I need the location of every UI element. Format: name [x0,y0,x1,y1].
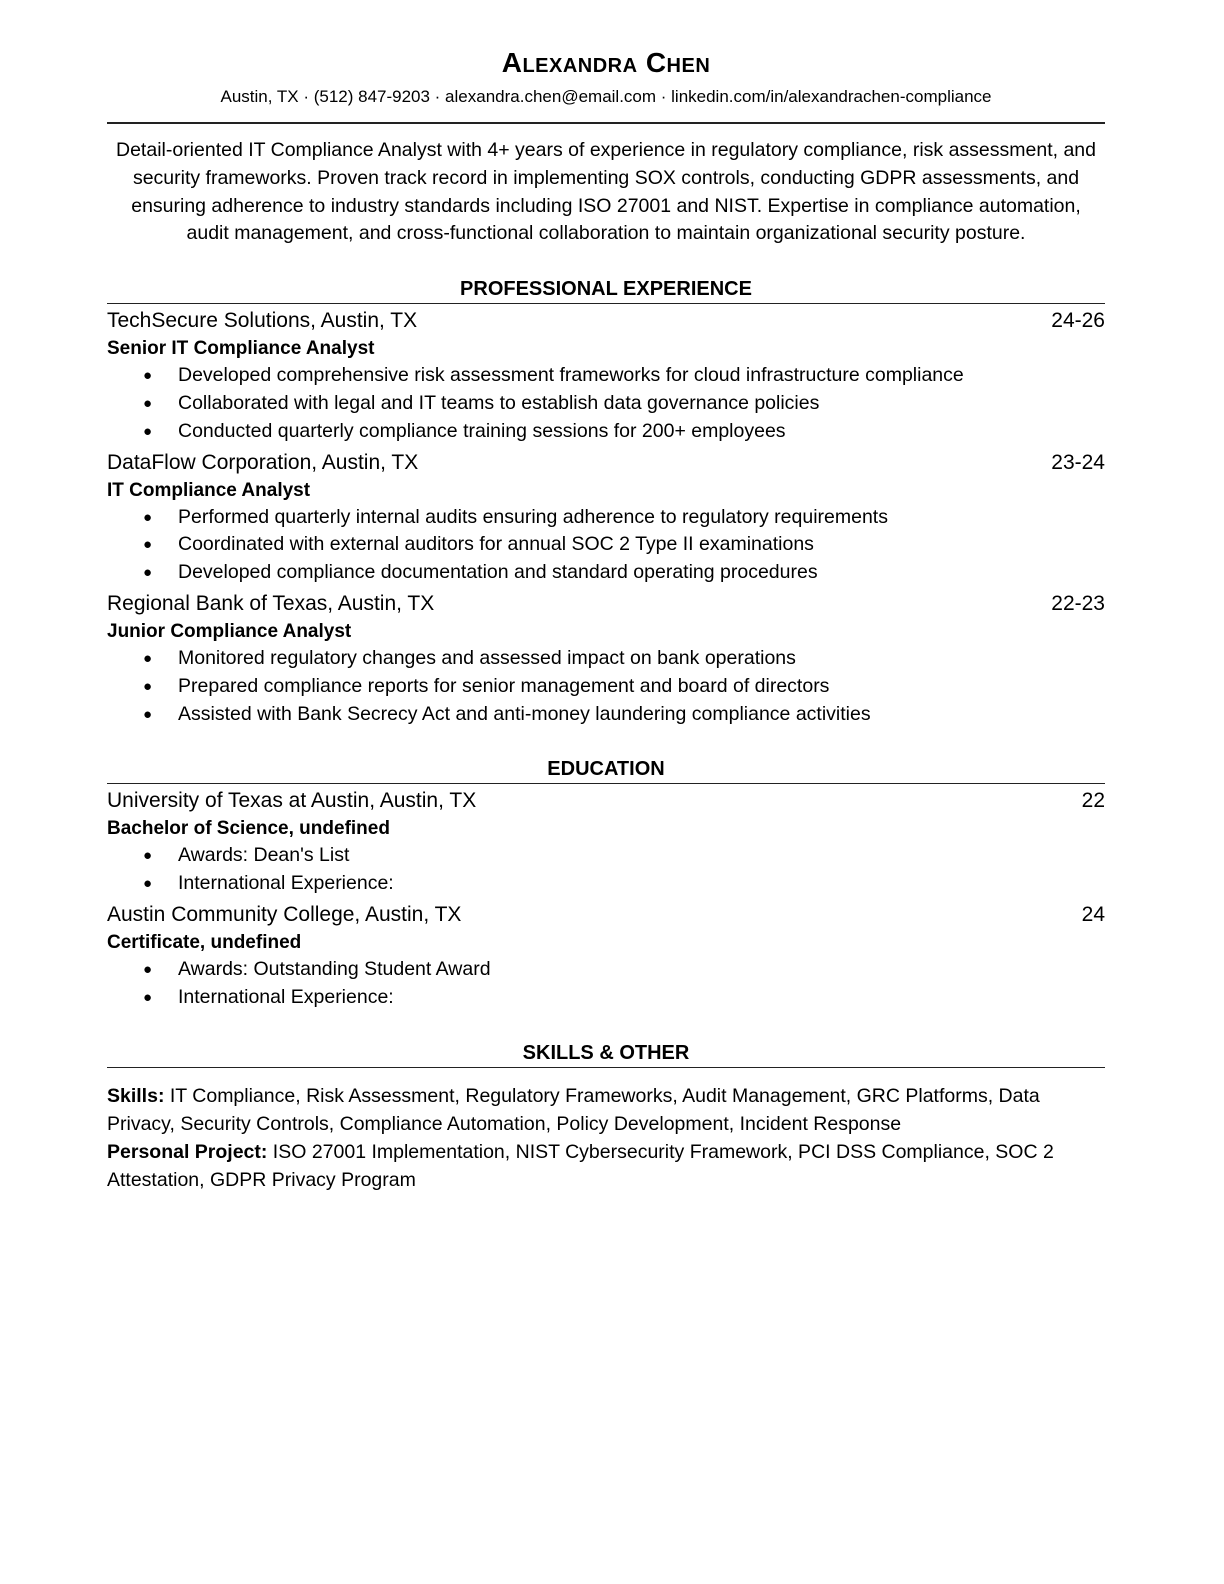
date-range: 23-24 [1051,450,1105,474]
bullet-icon: ● [143,564,153,582]
entry-header [107,786,1105,816]
bullet-list [107,842,1105,898]
education-section [107,756,1105,1011]
bullet-list [107,956,1105,1012]
bullet-list [107,645,1105,728]
bullet-icon: ● [143,875,153,893]
list-item [107,842,1105,870]
school: Austin Community College, Austin, TX [107,902,462,926]
bullet-text: Collaborated with legal and IT teams to establish data governance policies [178,391,820,414]
experience-entry [107,448,1105,587]
bullet-text: Awards: Outstanding Student Award [178,957,491,980]
list-item [107,645,1105,673]
section-title-skills: SKILLS & OTHER [522,1041,690,1064]
skills-label: Skills: [107,1084,165,1107]
degree: Bachelor of Science, undefined [107,818,390,840]
employer: DataFlow Corporation, Austin, TX [107,450,419,474]
bullet-icon: ● [143,649,153,667]
list-item [107,559,1105,587]
project-text: ISO 27001 Implementation, NIST Cybersecurity Framework, PCI DSS Compliance, SOC 2 Attestation, GDPR Privacy Program [107,1140,1054,1191]
bullet-text: International Experience: [178,985,394,1008]
graduation-year: 24 [1081,902,1105,926]
bullet-list [107,504,1105,587]
bullet-icon: ● [143,988,153,1006]
date-range: 24-26 [1051,309,1105,333]
skills-block [107,1082,1105,1194]
bullet-icon: ● [143,536,153,554]
bullet-text: Assisted with Bank Secrecy Act and anti-money laundering compliance activities [178,702,871,725]
header-divider [107,122,1105,124]
bullet-text: Developed comprehensive risk assessment frameworks for cloud infrastructure compliance [178,364,964,387]
section-divider [107,783,1105,784]
section-title-education: EDUCATION [547,758,665,781]
list-item [107,701,1105,729]
entry-header [107,900,1105,930]
employer: TechSecure Solutions, Austin, TX [107,309,418,333]
school: University of Texas at Austin, Austin, TX [107,789,477,813]
education-entry [107,786,1105,898]
section-divider [107,1067,1105,1068]
job-title: IT Compliance Analyst [107,479,311,501]
date-range: 22-23 [1051,591,1105,615]
experience-section [107,276,1105,728]
entry-header [107,589,1105,619]
list-item [107,673,1105,701]
experience-entry [107,306,1105,445]
bullet-text: International Experience: [178,872,394,895]
contact-line: Austin, TX · (512) 847-9203 · alexandra.chen@email.com · linkedin.com/in/alexandrachen-compliance [220,87,992,106]
project-line [107,1138,1105,1194]
skills-line [107,1082,1105,1138]
bullet-text: Prepared compliance reports for senior management and board of directors [178,674,830,697]
bullet-icon: ● [143,394,153,412]
project-label: Personal Project: [107,1140,268,1163]
list-item [107,870,1105,898]
bullet-text: Monitored regulatory changes and assessed impact on bank operations [178,646,796,669]
bullet-text: Coordinated with external auditors for annual SOC 2 Type II examinations [178,533,814,556]
entry-header [107,448,1105,478]
list-item [107,390,1105,418]
candidate-name: Alexandra Chen [501,47,711,78]
list-item [107,531,1105,559]
bullet-icon: ● [143,705,153,723]
bullet-text: Performed quarterly internal audits ensuring adherence to regulatory requirements [178,505,888,528]
job-title: Senior IT Compliance Analyst [107,338,375,360]
bullet-text: Conducted quarterly compliance training sessions for 200+ employees [178,419,786,442]
employer: Regional Bank of Texas, Austin, TX [107,591,435,615]
bullet-icon: ● [143,367,153,385]
job-title: Junior Compliance Analyst [107,620,352,642]
professional-summary: Detail-oriented IT Compliance Analyst with 4+ years of experience in regulatory compliance, risk assessment, and security frameworks. Proven track record in implementing SOX controls, conducting GDPR assessments, and ensuring adherence to industry standards including ISO 27001 and NIST. Expertise in compliance automation, audit management, and cross-functional collaboration to maintain organizational security posture. [116,139,1096,245]
list-item [107,362,1105,390]
bullet-icon: ● [143,847,153,865]
skills-section [107,1040,1105,1194]
bullet-text: Awards: Dean's List [178,844,350,867]
experience-entry [107,589,1105,728]
education-entry [107,900,1105,1012]
bullet-icon: ● [143,422,153,440]
list-item [107,504,1105,532]
bullet-icon: ● [143,677,153,695]
section-divider [107,303,1105,304]
bullet-list [107,362,1105,445]
bullet-icon: ● [143,960,153,978]
list-item [107,418,1105,446]
skills-text: IT Compliance, Risk Assessment, Regulatory Frameworks, Audit Management, GRC Platforms, Data Privacy, Security Controls, Compliance Automation, Policy Development, Incident Response [107,1084,1040,1135]
bullet-text: Developed compliance documentation and standard operating procedures [178,561,818,584]
list-item [107,956,1105,984]
degree: Certificate, undefined [107,931,302,953]
graduation-year: 22 [1081,789,1105,813]
entry-header [107,306,1105,336]
resume-page [107,0,1105,1194]
bullet-icon: ● [143,508,153,526]
list-item [107,984,1105,1012]
section-title-experience: PROFESSIONAL EXPERIENCE [460,278,752,301]
